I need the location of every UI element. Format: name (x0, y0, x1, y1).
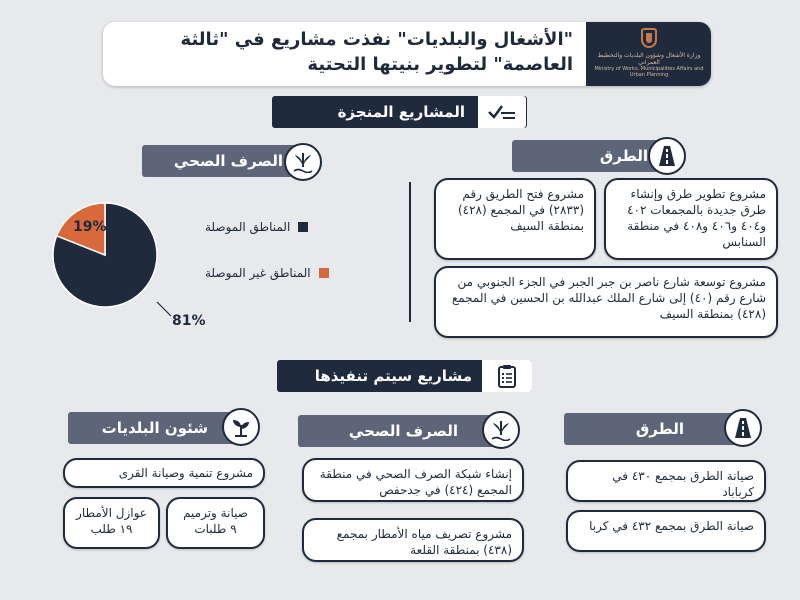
sewage-plant-icon-2 (482, 411, 520, 449)
logo-text-ar: وزارة الأشغال وشؤون البلديات والتخطيط العمراني (597, 52, 701, 66)
insulation-label: عوازل الأمطار (76, 506, 147, 520)
maintenance-label: صيانة وترميم (183, 506, 248, 520)
completed-roads-title: الطرق (599, 147, 648, 165)
planned-section-title: مشاريع سيتم تنفيذها (314, 367, 472, 385)
planned-road-project-1: صيانة الطرق بمجمع ٤٣٠ في كرباباد (566, 460, 766, 502)
planned-sewage-project-1: إنشاء شبكة الصرف الصحي في منطقة المجمع (٤٢٤) في جدحفص (302, 458, 524, 502)
planned-sewage-project-2: مشروع تصريف مياه الأمطار بمجمع (٤٣٨) بمنطقة القلعة (302, 518, 524, 562)
legend-swatch-connected (298, 222, 308, 232)
clipboard-icon (482, 360, 532, 392)
maintenance-count: ٩ طلبات (194, 522, 237, 536)
logo-text-en: Ministry of Works, Municipalities Affairs and Urban Planning (594, 66, 704, 78)
pie-leader-line (155, 300, 175, 320)
sprout-icon (222, 408, 260, 446)
legend-swatch-not-connected (319, 268, 329, 278)
planned-road-project-2: صيانة الطرق بمجمع ٤٣٢ في كربا (566, 510, 766, 552)
emblem-icon (641, 28, 657, 48)
checklist-icon (478, 96, 526, 128)
planned-municipal-bar (68, 412, 236, 444)
sewage-plant-icon (284, 143, 322, 181)
completed-road-project-3: مشروع توسعة شارع ناصر بن جبر الجبر في الجزء الجنوبي من شارع رقم (٤٠) إلى شارع الملك عبدالله بن الحسين في المجمع (٤٢٨) بمنطقة السيف (434, 266, 778, 338)
pie-label-connected: 81% (172, 313, 206, 329)
planned-municipal-box-maintenance (166, 497, 265, 549)
planned-municipal-project-1: مشروع تنمية وصيانة القرى (63, 458, 265, 488)
planned-municipal-title: شئون البلديات (101, 419, 208, 437)
insulation-count: ١٩ طلب (90, 522, 133, 536)
section-divider (409, 182, 411, 322)
road-icon (648, 137, 686, 175)
legend-label-connected: المناطق الموصلة (205, 220, 291, 234)
sewage-pie-chart (50, 195, 160, 315)
headline-line-2: العاصمة" لتطوير بنيتها التحتية (307, 54, 573, 75)
ministry-logo-panel (586, 22, 711, 86)
legend-item-connected (205, 220, 365, 234)
planned-roads-bar (564, 413, 742, 445)
planned-sewage-bar (298, 415, 498, 447)
planned-sewage-title: الصرف الصحي (348, 422, 458, 440)
page-headline (118, 27, 573, 82)
pie-label-not-connected: 19% (73, 219, 107, 235)
planned-roads-title: الطرق (635, 420, 684, 438)
completed-section-title: المشاريع المنجزة (337, 103, 465, 121)
road-icon-2 (724, 409, 762, 447)
legend-item-not-connected (205, 266, 365, 280)
completed-roads-bar (512, 140, 662, 172)
completed-road-project-2: مشروع فتح الطريق رقم (٢٨٣٣) في المجمع (٤٢٨) بمنطقة السيف (434, 178, 596, 260)
completed-sewage-title: الصرف الصحي (173, 152, 283, 170)
legend-label-not-connected: المناطق غير الموصلة (205, 266, 311, 280)
headline-line-1: "الأشغال والبلديات" نفذت مشاريع في "ثالثة (180, 29, 573, 50)
completed-sewage-bar (142, 145, 297, 177)
completed-road-project-1: مشروع تطوير طرق وإنشاء طرق جديدة بالمجمعات ٤٠٢ و٤٠٤ و٤٠٦ و٤٠٨ في منطقة السنابس (604, 178, 778, 260)
planned-municipal-box-insulation (63, 497, 160, 549)
pie-legend (205, 220, 365, 280)
